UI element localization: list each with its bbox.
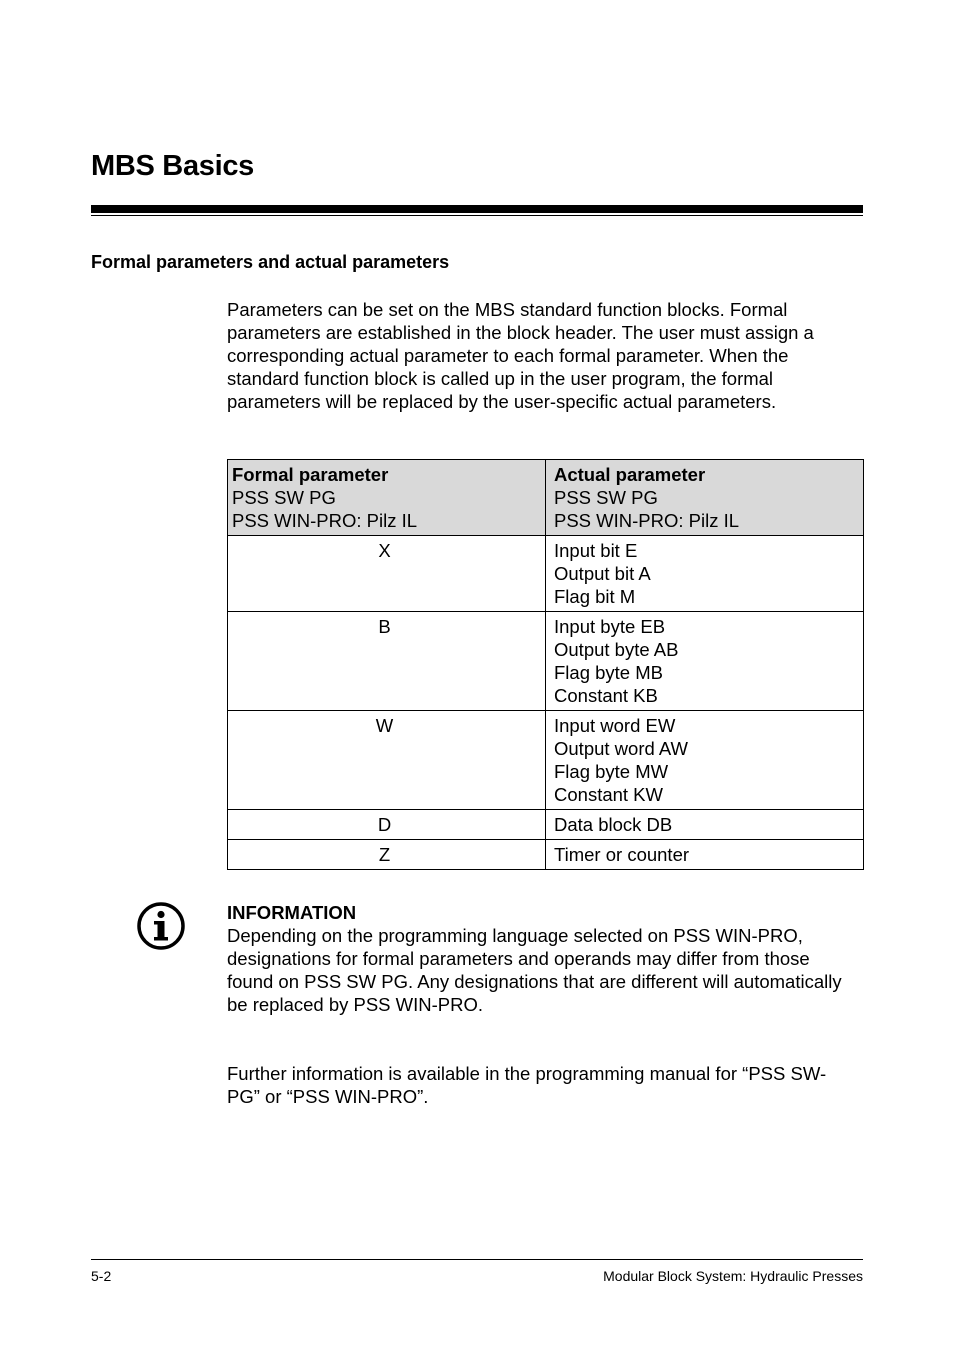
actual-value: Input word EW — [554, 715, 676, 736]
actual-value: Output byte AB — [554, 639, 679, 660]
formal-symbol-cell: B — [228, 612, 546, 711]
section-heading: Formal parameters and actual parameters — [91, 252, 450, 272]
formal-symbol-cell: Z — [228, 840, 546, 870]
information-text: Depending on the programming language selected on PSS WIN-PRO, designations for formal parameters and operands may differ from those found on PSS SW PG. Any designations that are different will automatically be replaced by PSS WIN-PRO. — [227, 925, 842, 1015]
header-formal-parameter — [228, 460, 546, 536]
actual-value: Constant KB — [554, 685, 658, 706]
actual-values-cell — [546, 810, 864, 840]
actual-values-cell — [546, 711, 864, 810]
actual-value: Flag bit M — [554, 586, 636, 607]
table-row — [228, 810, 864, 840]
parameter-table — [227, 459, 864, 870]
actual-value: Output word AW — [554, 738, 689, 759]
footer-rule — [91, 1259, 863, 1260]
actual-values-cell — [546, 840, 864, 870]
footer-doc-title: Modular Block System: Hydraulic Presses — [603, 1268, 863, 1284]
information-title: INFORMATION — [227, 902, 357, 923]
table-row — [228, 612, 864, 711]
actual-value: Flag byte MW — [554, 761, 669, 782]
header-col2-line: PSS WIN-PRO: Pilz IL — [554, 510, 740, 531]
table-row — [228, 536, 864, 612]
actual-value: Flag byte MB — [554, 662, 663, 683]
header-col2-title: Actual parameter — [554, 464, 706, 485]
formal-symbol-cell: X — [228, 536, 546, 612]
table-header-row — [228, 460, 864, 536]
actual-values-cell — [546, 612, 864, 711]
page-number: 5-2 — [91, 1268, 112, 1284]
formal-symbol-cell: D — [228, 810, 546, 840]
table-row — [228, 840, 864, 870]
intro-paragraph: Parameters can be set on the MBS standard function blocks. Formal parameters are established in the block header. The user must assign a corresponding actual parameter to each formal parameter. When the standard function block is called up in the user program, the formal parameters will be replaced by the user-specific actual parameters. — [227, 299, 814, 412]
header-col2-line: PSS SW PG — [554, 487, 658, 508]
header-col1-line: PSS SW PG — [232, 487, 336, 508]
actual-value: Timer or counter — [554, 844, 690, 865]
table-row — [228, 711, 864, 810]
header-col1-title: Formal parameter — [232, 464, 389, 485]
info-icon — [136, 901, 186, 951]
actual-value: Input byte EB — [554, 616, 666, 637]
information-note — [227, 901, 857, 1016]
header-col1-line: PSS WIN-PRO: Pilz IL — [232, 510, 418, 531]
title-rule-thick — [91, 205, 863, 213]
further-info-paragraph: Further information is available in the programming manual for “PSS SW-PG” or “PSS WIN-PRO”. — [227, 1063, 827, 1107]
actual-values-cell — [546, 536, 864, 612]
formal-symbol-cell: W — [228, 711, 546, 810]
header-actual-parameter — [546, 460, 864, 536]
actual-value: Constant KW — [554, 784, 663, 805]
page-title: MBS Basics — [91, 150, 255, 182]
actual-value: Input bit E — [554, 540, 638, 561]
actual-value: Data block DB — [554, 814, 673, 835]
actual-value: Output bit A — [554, 563, 651, 584]
title-rule-thin — [91, 215, 863, 216]
